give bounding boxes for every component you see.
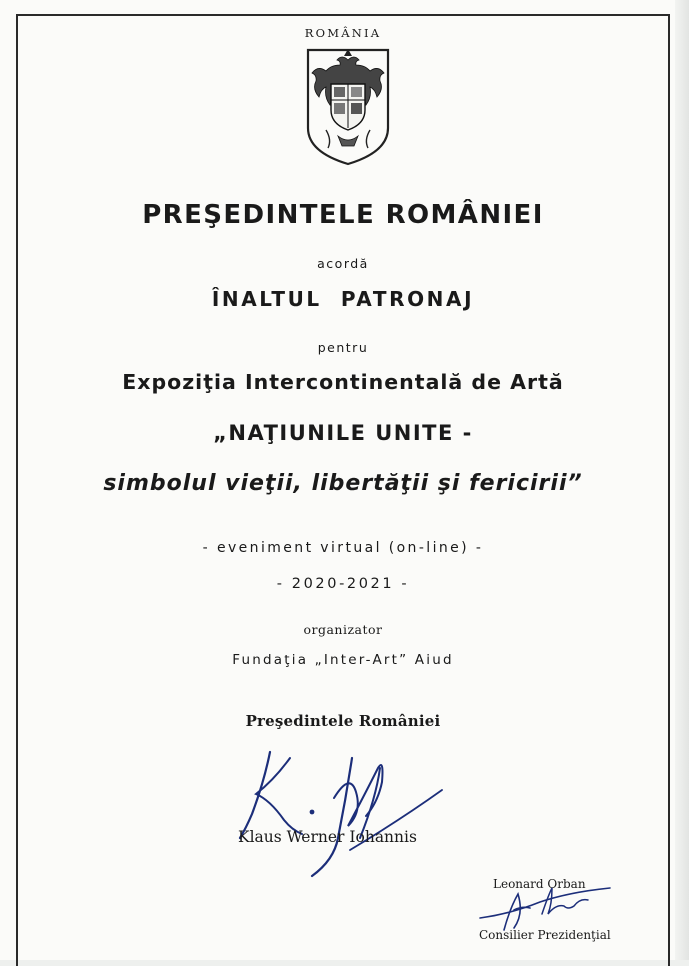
scan-edge: [675, 0, 689, 960]
president-signature: [230, 738, 460, 878]
exhibition-name: Expoziţia Intercontinentală de Artă: [122, 370, 564, 394]
patronage-title: ÎNALTUL PATRONAJ: [211, 287, 475, 311]
event-type: - eveniment virtual (on-line) -: [202, 540, 484, 556]
organizer-label: organizator: [303, 622, 383, 637]
heading-title: PREŞEDINTELE ROMÂNIEI: [142, 200, 544, 230]
signatory-name: Klaus Werner Iohannis: [238, 828, 417, 846]
counter-signature: [470, 880, 630, 935]
theme-line-1: „NAŢIUNILE UNITE -: [213, 421, 473, 445]
country-label: ROMÂNIA: [304, 26, 382, 40]
grants-word: acordă: [317, 256, 369, 271]
event-years: - 2020-2021 -: [276, 576, 410, 592]
counter-signatory-name: Leonard Orban: [493, 877, 586, 891]
signatory-title: Preşedintele României: [245, 712, 441, 730]
for-word: pentru: [317, 340, 369, 355]
counter-signatory-title: Consilier Prezidenţial: [479, 928, 611, 942]
organizer-name: Fundaţia „Inter-Art” Aiud: [232, 652, 454, 668]
theme-line-2: simbolul vieţii, libertăţii şi fericirii”: [103, 471, 583, 496]
coat-of-arms-icon: [304, 44, 392, 166]
